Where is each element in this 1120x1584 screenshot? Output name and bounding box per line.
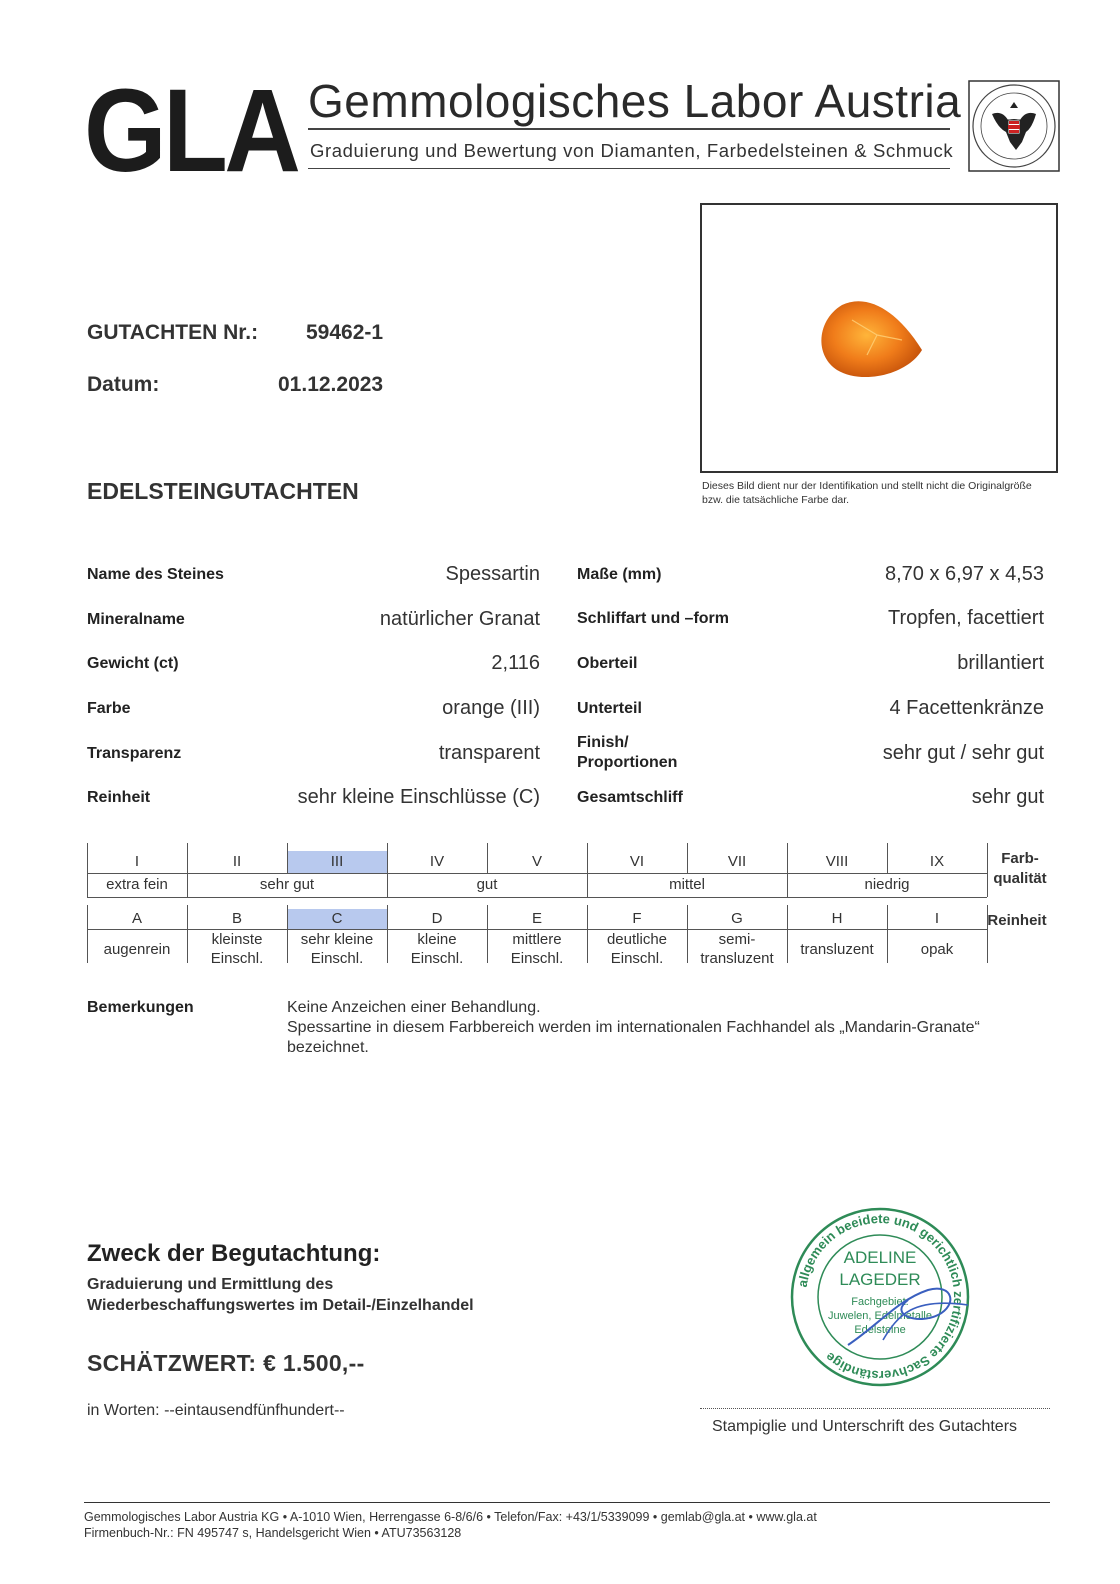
color-grade: VIII	[825, 852, 849, 870]
detail-label: Name des Steines	[87, 566, 224, 583]
detail-value: Spessartin	[445, 563, 540, 585]
svg-text:Juwelen, Edelmetalle: Juwelen, Edelmetalle	[828, 1310, 932, 1322]
footer-registry: Firmenbuch-Nr.: FN 495747 s, Handelsgericht Wien • ATU73563128	[84, 1526, 462, 1540]
clarity-desc: kleine Einschl.	[410, 931, 464, 967]
clarity-desc: sehr kleine Einschl.	[300, 931, 374, 967]
clarity-grade: F	[632, 909, 642, 927]
detail-label: Transparenz	[87, 745, 182, 762]
footer-rule	[84, 1502, 1050, 1503]
detail-value: 2,116	[491, 652, 540, 674]
color-group: niedrig	[864, 875, 910, 893]
svg-text:Fachgebiet:: Fachgebiet:	[851, 1296, 909, 1308]
clarity-grade: H	[831, 909, 843, 927]
clarity-grade: E	[531, 909, 542, 927]
svg-text:ADELINE: ADELINE	[843, 1248, 917, 1267]
color-grade: IX	[929, 852, 945, 870]
header-rule-top	[308, 128, 950, 130]
color-grade: VI	[629, 852, 645, 870]
valuation: SCHÄTZWERT: € 1.500,--	[87, 1350, 365, 1376]
detail-label: Maße (mm)	[577, 566, 662, 583]
detail-label: Schliffart und –form	[577, 610, 730, 627]
clarity-grade: G	[731, 909, 743, 927]
detail-value: 8,70 x 6,97 x 4,53	[884, 563, 1044, 585]
report-type: EDELSTEINGUTACHTEN	[87, 478, 359, 504]
clarity-grade: A	[131, 909, 142, 927]
color-group: extra fein	[106, 875, 168, 893]
clarity-grade-selected: C	[331, 909, 343, 927]
report-date: 01.12.2023	[278, 373, 384, 396]
color-grade: V	[531, 852, 542, 870]
detail-label: Unterteil	[577, 700, 642, 717]
detail-label: Reinheit	[87, 789, 151, 806]
header-rule-bottom	[308, 168, 950, 169]
grade-table	[87, 850, 1047, 971]
detail-value: transparent	[438, 742, 540, 764]
photo-disclaimer: Dieses Bild dient nur der Identifikation und stellt nicht die Originalgröße bzw. die tatsächliche Farbe dar.	[702, 480, 1032, 506]
clarity-grade: B	[231, 909, 242, 927]
remarks-text: Keine Anzeichen einer Behandlung. Spessartine in diesem Farbbereich werden im internationalen Fachhandel als „Mandarin-Granate“ bezeichnet.	[287, 999, 980, 1056]
detail-value: sehr kleine Einschlüsse (C)	[297, 786, 540, 808]
color-quality-label: Farb- qualität	[993, 850, 1047, 887]
detail-label: Mineralname	[87, 611, 185, 628]
austrian-eagle-seal-icon	[968, 80, 1060, 172]
color-group: mittel	[669, 875, 705, 893]
detail-value: sehr gut	[971, 786, 1044, 808]
clarity-grade: D	[431, 909, 443, 927]
table-rule	[87, 897, 987, 898]
lab-subtitle: Graduierung und Bewertung von Diamanten, Farbedelsteinen & Schmuck	[310, 140, 954, 161]
gem-pear-icon	[702, 205, 1056, 471]
detail-label: Farbe	[87, 700, 131, 717]
clarity-grade: I	[934, 909, 940, 927]
expert-stamp-icon	[788, 1205, 972, 1389]
clarity-desc: kleinste Einschl.	[210, 931, 264, 967]
svg-text:allgemein beeidete und gericht: allgemein beeidete und gerichtlich zertifizierte Sachverständige	[794, 1210, 967, 1384]
color-grade: IV	[429, 852, 445, 870]
color-group: sehr gut	[259, 875, 315, 893]
purpose-title: Zweck der Begutachtung:	[87, 1240, 381, 1267]
clarity-desc: opak	[920, 940, 954, 958]
clarity-desc: augenrein	[103, 940, 171, 958]
clarity-label: Reinheit	[987, 912, 1047, 929]
detail-value: orange (III)	[442, 697, 540, 719]
detail-label: Gesamtschliff	[577, 789, 683, 806]
valuation-in-words: in Worten: --eintausendfünfhundert--	[87, 1402, 345, 1419]
date-label: Datum:	[87, 373, 160, 396]
color-group: gut	[476, 875, 498, 893]
signature-line	[700, 1408, 1050, 1409]
remarks-label: Bemerkungen	[87, 999, 194, 1016]
footer-address: Gemmologisches Labor Austria KG • A-1010 Wien, Herrengasse 6-8/6/6 • Telefon/Fax: +43/1/5339099 • gemlab@gla.at • www.gla.at	[84, 1510, 817, 1524]
lab-name: Gemmologisches Labor Austria	[308, 75, 962, 127]
clarity-desc: mittlere Einschl.	[510, 931, 564, 967]
report-number: 59462-1	[306, 321, 384, 344]
detail-value: sehr gut / sehr gut	[882, 742, 1044, 764]
stamp-caption: Stampiglie und Unterschrift des Gutachters	[712, 1418, 1018, 1435]
clarity-desc: semi- transluzent	[700, 931, 774, 967]
detail-label: Finish/	[577, 734, 629, 751]
detail-value: brillantiert	[957, 652, 1044, 674]
clarity-desc: transluzent	[800, 940, 874, 958]
detail-value: Tropfen, facettiert	[888, 607, 1044, 629]
detail-value: 4 Facettenkränze	[889, 697, 1044, 719]
gem-photo-frame	[700, 203, 1058, 473]
report-number-label: GUTACHTEN Nr.:	[87, 321, 259, 344]
color-grade: VII	[727, 852, 747, 870]
detail-label: Oberteil	[577, 655, 638, 672]
svg-text:Edelsteine: Edelsteine	[854, 1324, 906, 1336]
color-grade: II	[232, 852, 242, 870]
color-grade: I	[134, 852, 140, 870]
gla-logo: GLA	[84, 65, 298, 197]
detail-label-line2: Proportionen	[577, 754, 678, 771]
clarity-desc: deutliche Einschl.	[606, 931, 668, 967]
svg-text:LAGEDER: LAGEDER	[839, 1270, 921, 1289]
detail-value: natürlicher Granat	[379, 608, 540, 630]
color-grade-selected: III	[330, 852, 344, 870]
purpose-text: Graduierung und Ermittlung des Wiederbeschaffungswertes im Detail-/Einzelhandel	[87, 1276, 474, 1314]
detail-label: Gewicht (ct)	[87, 655, 179, 672]
